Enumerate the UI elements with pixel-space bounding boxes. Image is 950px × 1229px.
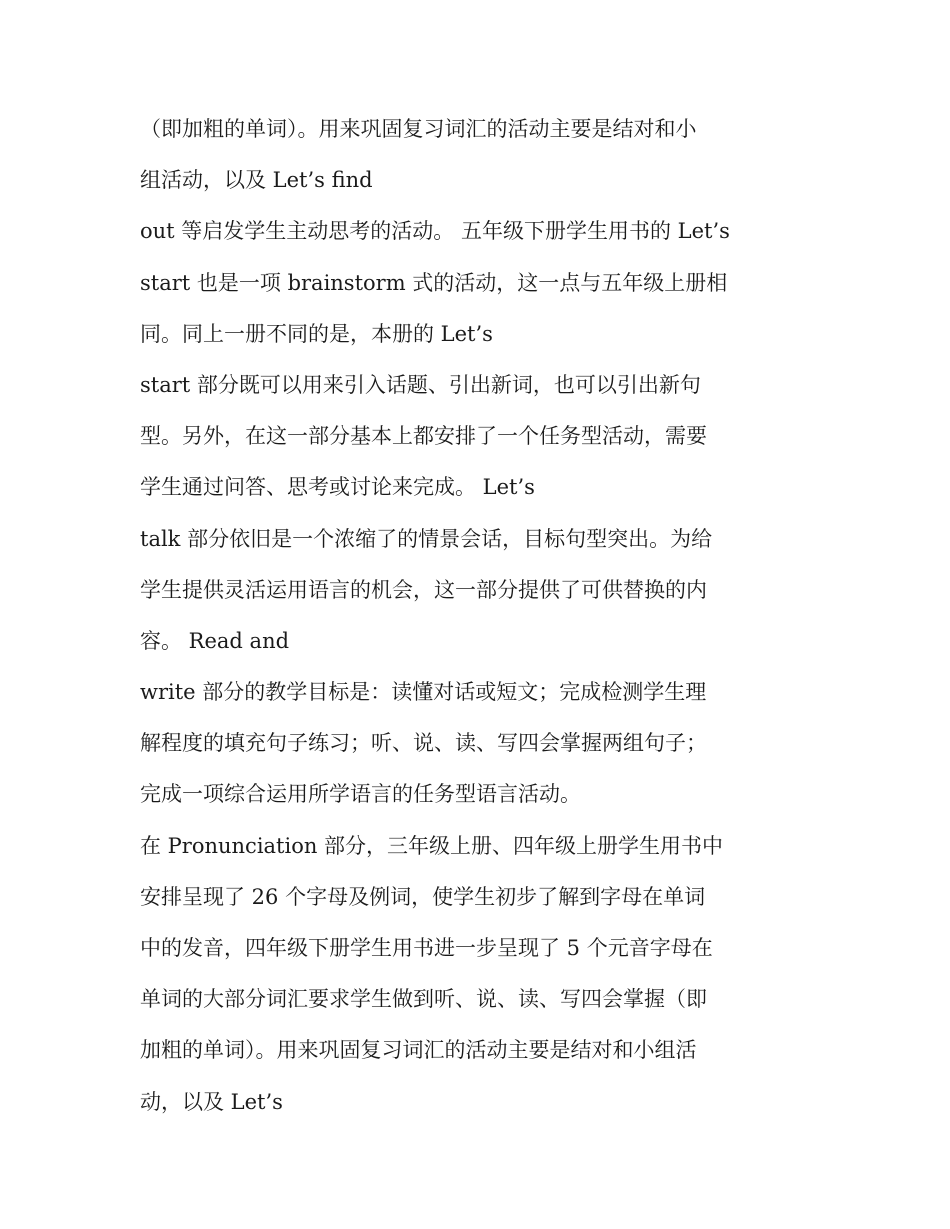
text-line: talk 部分依旧是一个浓缩了的情景会话，目标句型突出。为给 [140, 526, 713, 551]
text-line: 中的发音，四年级下册学生用书进一步呈现了 5 个元音字母在 [140, 936, 713, 960]
text-line: out 等启发学生主动思考的活动。 五年级下册学生用书的 Let’s [140, 219, 730, 244]
text-line: 组活动，以及 Let’s find [140, 168, 373, 193]
text-line: 单词的大部分词汇要求学生做到听、说、读、写四会掌握（即 [140, 987, 707, 1012]
text-line: 在 Pronunciation 部分，三年级上册、四年级上册学生用书中 [140, 833, 724, 858]
text-line: 型。另外，在这一部分基本上都安排了一个任务型活动，需要 [140, 424, 707, 449]
text-line: 加粗的单词）。用来巩固复习词汇的活动主要是结对和小组活 [140, 1038, 697, 1063]
text-line: （即加粗的单词）。用来巩固复习词汇的活动主要是结对和小 [140, 117, 697, 141]
text-line: 同。同上一册不同的是，本册的 Let’s [140, 321, 493, 346]
text-line: 学生提供灵活运用语言的机会，这一部分提供了可供替换的内 [140, 577, 707, 602]
document-body [140, 104, 820, 1128]
text-line: write 部分的教学目标是：读懂对话或短文；完成检测学生理 [140, 680, 707, 705]
text-line: 容。 Read and [140, 628, 290, 653]
text-line: 安排呈现了 26 个字母及例词，使学生初步了解到字母在单词 [140, 884, 706, 909]
text-line: 学生通过问答、思考或讨论来完成。 Let’s [140, 475, 535, 500]
text-line: 解程度的填充句子练习；听、说、读、写四会掌握两组句子； [140, 731, 707, 756]
text-line: 动，以及 Let’s [140, 1089, 283, 1114]
text-line: start 也是一项 brainstorm 式的活动，这一点与五年级上册相 [140, 270, 728, 295]
text-line: 完成一项综合运用所学语言的任务型语言活动。 [140, 782, 581, 807]
text-line: start 部分既可以用来引入话题、引出新词，也可以引出新句 [140, 372, 701, 397]
